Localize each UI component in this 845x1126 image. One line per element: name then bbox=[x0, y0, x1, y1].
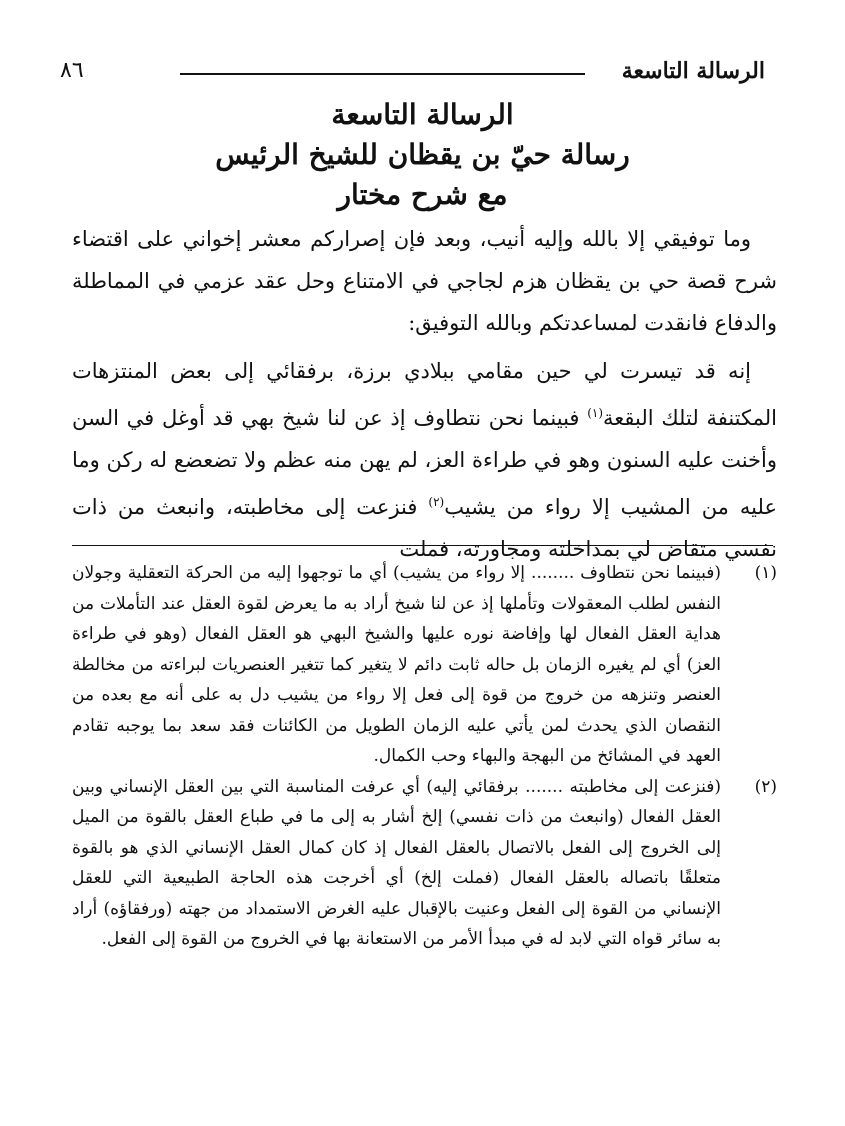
footnote-separator bbox=[72, 545, 773, 546]
paragraph-2 bbox=[72, 350, 777, 570]
footnote-1 bbox=[72, 558, 777, 772]
footnotes bbox=[72, 558, 777, 955]
header-rule bbox=[180, 73, 585, 75]
footnote-2 bbox=[72, 772, 777, 955]
paragraph-2-part-a: إنه قد تيسرت لي حين مقامي ببلادي برزة، برفقائي إلى بعض المنتزهات المكتنفة لتلك البقعة bbox=[72, 359, 777, 430]
running-title: الرسالة التاسعة bbox=[621, 58, 765, 84]
running-header bbox=[60, 56, 785, 92]
footnote-2-number: (٢) bbox=[754, 776, 777, 797]
footnote-ref-1[interactable]: (١) bbox=[587, 406, 604, 420]
footnote-2-text: (فنزعت إلى مخاطبته ....... برفقائي إليه) أي عرفت المناسبة التي بين العقل الإنساني وبين العقل الفعال (وانبعث من ذات نفسي) إلخ أشار به إلى ما في طباع العقل بالقوة من الميل إلى الخروج إلى الفعل بالاتصال بالعقل الفعال إذ كان كمال العقل الإنساني الذي هو بالقوة متعلقًا باتصاله بالعقل الفعال (فملت إلخ) أي أخرجت هذه الحاجة الطبيعية التي للعقل الإنساني من القوة إلى الفعل وعنيت بالإقبال عليه الغرض الاستمداد من جهته (ورفقاؤه) أراد به سائر قواه التي لابد له في مبدأ الأمر من الاستعانة بها في الخروج من القوة إلى الفعل. bbox=[72, 776, 721, 949]
chapter-title: الرسالة التاسعة bbox=[331, 98, 514, 131]
paragraph-2-part-b: فبينما نحن نتطاوف إذ عن لنا شيخ بهي قد أوغل في السن وأخنت عليه السنون وهو في طراءة العز، لم يهن منه عظم ولا تضعضع له ركن وما عليه من المشيب إلا رواء من يشيب bbox=[72, 406, 777, 519]
footnote-1-number: (١) bbox=[754, 563, 777, 583]
page-number: ٨٦ bbox=[60, 58, 84, 83]
main-text bbox=[72, 218, 777, 570]
paragraph-2-part-c: فنزعت إلى مخاطبته، وانبعث من ذات نفسي متقاض لي بمداخلته ومجاورته، فملت bbox=[72, 495, 777, 561]
chapter-headings bbox=[60, 95, 785, 215]
footnote-1-text: (فبينما نحن نتطاوف ........ إلا رواء من يشيب) أي ما توجهوا إليه من الحركة التعقلية وجولان النفس لطلب المعقولات وتأملها إذ عن لنا شيخ أراد به ما يعرض لقوة العقل عند التأملات من هداية العقل الفعال لها وإفاضة نوره عليها والشيخ البهي هو العقل الفعال (وهو في طراءة العز) أي لم يغيره الزمان بل حاله ثابت دائم لا يتغير كما تتغير العنصريات لبراءته من مخالطة العنصر وتنزهه من خروج من قوة إلى فعل إلا رواء من يشيب دل به على أنه مع بعده من النقصان الذي يحدث لمن يأتي عليه الزمان الطويل من الكائنات فقد سعد بما يوجبه تقادم العهد في المشائخ من البهجة والبهاء وحب الكمال. bbox=[72, 563, 721, 766]
chapter-subtitle-2: مع شرح مختار bbox=[337, 178, 508, 211]
footnote-ref-2[interactable]: (٢) bbox=[428, 495, 445, 509]
chapter-subtitle: رسالة حيّ بن يقظان للشيخ الرئيس bbox=[215, 138, 630, 171]
paragraph-1: وما توفيقي إلا بالله وإليه أنيب، وبعد فإن إصراركم معشر إخواني على اقتضاء شرح قصة حي بن يقظان هزم لجاجي في الامتناع وحل عقد عزمي في المماطلة والدفاع فانقدت لمساعدتكم وبالله التوفيق: bbox=[72, 227, 777, 335]
